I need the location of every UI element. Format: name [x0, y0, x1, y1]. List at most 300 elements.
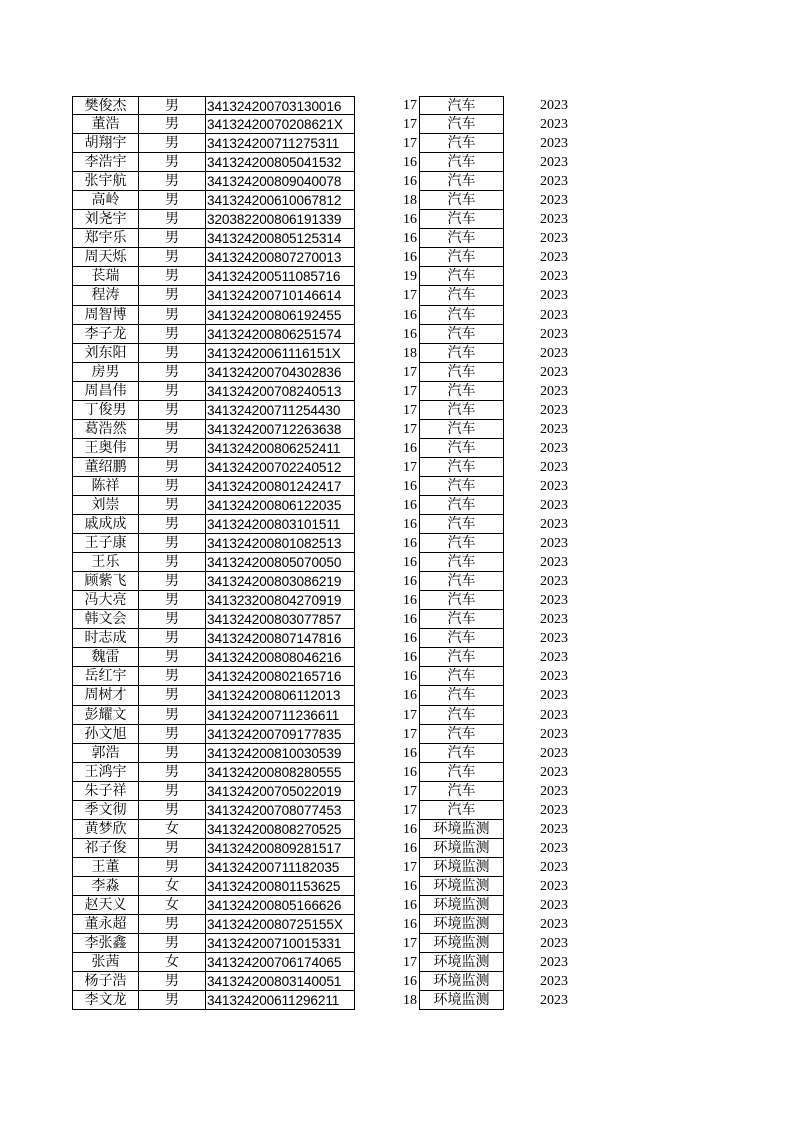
major-cell: 汽车: [419, 210, 504, 229]
age-cell: 16: [403, 974, 417, 990]
gender-cell: 男: [138, 382, 205, 401]
major-cell: 汽车: [419, 458, 504, 477]
id-number-cell: 341324200711236611: [205, 706, 355, 725]
major-cell: 汽车: [419, 629, 504, 648]
age-cell: 18: [403, 993, 417, 1009]
age-cell: 16: [403, 250, 417, 266]
table-row: [0, 248, 793, 267]
age-cell: 16: [403, 612, 417, 628]
age-cell: 16: [403, 917, 417, 933]
gender-cell: 男: [138, 744, 205, 763]
enrollment-year-cell: 2023: [540, 364, 568, 380]
major-cell: 汽车: [419, 382, 504, 401]
gender-cell: 女: [138, 820, 205, 839]
major-cell: 汽车: [419, 134, 504, 153]
student-name-cell: 韩文会: [72, 610, 138, 629]
id-number-cell: 341324200706174065: [205, 953, 355, 972]
enrollment-year-cell: 2023: [540, 117, 568, 133]
table-row: [0, 934, 793, 953]
table-row: [0, 172, 793, 191]
age-cell: 17: [403, 402, 417, 418]
student-name-cell: 房男: [72, 363, 138, 382]
gender-cell: 男: [138, 458, 205, 477]
student-name-cell: 冯大亮: [72, 591, 138, 610]
student-name-cell: 顾紫飞: [72, 572, 138, 591]
table-row: [0, 363, 793, 382]
gender-cell: 男: [138, 210, 205, 229]
major-cell: 汽车: [419, 725, 504, 744]
gender-cell: 女: [138, 896, 205, 915]
gender-cell: 男: [138, 782, 205, 801]
enrollment-year-cell: 2023: [540, 269, 568, 285]
id-number-cell: 341324200806122035: [205, 496, 355, 515]
age-cell: 17: [403, 726, 417, 742]
enrollment-year-cell: 2023: [540, 878, 568, 894]
student-name-cell: 丁俊男: [72, 401, 138, 420]
major-cell: 汽车: [419, 306, 504, 325]
table-row: [0, 591, 793, 610]
enrollment-year-cell: 2023: [540, 974, 568, 990]
major-cell: 汽车: [419, 401, 504, 420]
age-cell: 16: [403, 155, 417, 171]
major-cell: 环境监测: [419, 877, 504, 896]
major-cell: 汽车: [419, 477, 504, 496]
major-cell: 汽车: [419, 286, 504, 305]
enrollment-year-cell: 2023: [540, 574, 568, 590]
enrollment-year-cell: 2023: [540, 936, 568, 952]
age-cell: 18: [403, 345, 417, 361]
table-row: [0, 648, 793, 667]
student-name-cell: 黄梦欣: [72, 820, 138, 839]
enrollment-year-cell: 2023: [540, 288, 568, 304]
id-number-cell: 341324200803086219: [205, 572, 355, 591]
student-name-cell: 戚成成: [72, 515, 138, 534]
student-name-cell: 李淼: [72, 877, 138, 896]
age-cell: 17: [403, 383, 417, 399]
table-row: [0, 839, 793, 858]
table-row: [0, 782, 793, 801]
age-cell: 16: [403, 897, 417, 913]
major-cell: 环境监测: [419, 953, 504, 972]
table-row: [0, 629, 793, 648]
id-number-cell: 341324200808280555: [205, 763, 355, 782]
gender-cell: 男: [138, 572, 205, 591]
table-row: [0, 686, 793, 705]
gender-cell: 男: [138, 229, 205, 248]
table-row: [0, 991, 793, 1010]
major-cell: 环境监测: [419, 934, 504, 953]
id-number-cell: 341324200802165716: [205, 667, 355, 686]
id-number-cell: 341324200809040078: [205, 172, 355, 191]
gender-cell: 男: [138, 972, 205, 991]
id-number-cell: 341324200711254430: [205, 401, 355, 420]
student-name-cell: 朱子祥: [72, 782, 138, 801]
id-number-cell: 341324200808046216: [205, 648, 355, 667]
age-cell: 16: [403, 574, 417, 590]
table-row: [0, 96, 793, 115]
age-cell: 17: [403, 859, 417, 875]
student-name-cell: 杨子浩: [72, 972, 138, 991]
major-cell: 环境监测: [419, 972, 504, 991]
student-name-cell: 郭浩: [72, 744, 138, 763]
major-cell: 汽车: [419, 763, 504, 782]
enrollment-year-cell: 2023: [540, 955, 568, 971]
id-number-cell: 341324200810030539: [205, 744, 355, 763]
id-number-cell: 341324200805041532: [205, 153, 355, 172]
age-cell: 19: [403, 269, 417, 285]
gender-cell: 男: [138, 629, 205, 648]
major-cell: 汽车: [419, 115, 504, 134]
id-number-cell: 341324200805125314: [205, 229, 355, 248]
enrollment-year-cell: 2023: [540, 136, 568, 152]
age-cell: 16: [403, 326, 417, 342]
student-name-cell: 孙文旭: [72, 725, 138, 744]
major-cell: 环境监测: [419, 839, 504, 858]
student-name-cell: 陈祥: [72, 477, 138, 496]
major-cell: 汽车: [419, 191, 504, 210]
enrollment-year-cell: 2023: [540, 517, 568, 533]
major-cell: 汽车: [419, 229, 504, 248]
age-cell: 16: [403, 650, 417, 666]
enrollment-year-cell: 2023: [540, 98, 568, 113]
id-number-cell: 341324200702240512: [205, 458, 355, 477]
id-number-cell: 341324200704302836: [205, 363, 355, 382]
table-row: [0, 667, 793, 686]
id-number-cell: 341324200807147816: [205, 629, 355, 648]
table-row: [0, 553, 793, 572]
student-name-cell: 葛浩然: [72, 420, 138, 439]
major-cell: 汽车: [419, 534, 504, 553]
age-cell: 16: [403, 174, 417, 190]
enrollment-year-cell: 2023: [540, 669, 568, 685]
gender-cell: 男: [138, 439, 205, 458]
table-row: [0, 153, 793, 172]
id-number-cell: 341324200806192455: [205, 306, 355, 325]
table-row: [0, 134, 793, 153]
id-number-cell: 341324200712263638: [205, 420, 355, 439]
student-name-cell: 季文彻: [72, 801, 138, 820]
age-cell: 17: [403, 936, 417, 952]
student-name-cell: 祁子俊: [72, 839, 138, 858]
enrollment-year-cell: 2023: [540, 764, 568, 780]
major-cell: 汽车: [419, 801, 504, 820]
enrollment-year-cell: 2023: [540, 707, 568, 723]
age-cell: 17: [403, 802, 417, 818]
gender-cell: 男: [138, 706, 205, 725]
gender-cell: 男: [138, 801, 205, 820]
student-name-cell: 王奥伟: [72, 439, 138, 458]
major-cell: 汽车: [419, 267, 504, 286]
major-cell: 汽车: [419, 686, 504, 705]
major-cell: 汽车: [419, 667, 504, 686]
table-row: [0, 477, 793, 496]
student-name-cell: 苌瑞: [72, 267, 138, 286]
student-name-cell: 王鸿宇: [72, 763, 138, 782]
gender-cell: 男: [138, 191, 205, 210]
student-name-cell: 李文龙: [72, 991, 138, 1010]
age-cell: 17: [403, 783, 417, 799]
table-row: [0, 801, 793, 820]
enrollment-year-cell: 2023: [540, 745, 568, 761]
age-cell: 17: [403, 98, 417, 113]
age-cell: 16: [403, 821, 417, 837]
enrollment-year-cell: 2023: [540, 536, 568, 552]
enrollment-year-cell: 2023: [540, 840, 568, 856]
id-number-cell: 341324200708240513: [205, 382, 355, 401]
id-number-cell: 341324200806112013: [205, 686, 355, 705]
enrollment-year-cell: 2023: [540, 155, 568, 171]
major-cell: 汽车: [419, 591, 504, 610]
enrollment-year-cell: 2023: [540, 917, 568, 933]
student-name-cell: 张茜: [72, 953, 138, 972]
major-cell: 汽车: [419, 96, 504, 115]
gender-cell: 男: [138, 420, 205, 439]
gender-cell: 男: [138, 248, 205, 267]
student-name-cell: 胡翔宇: [72, 134, 138, 153]
gender-cell: 男: [138, 153, 205, 172]
student-name-cell: 周智博: [72, 306, 138, 325]
student-name-cell: 李浩宇: [72, 153, 138, 172]
enrollment-year-cell: 2023: [540, 859, 568, 875]
age-cell: 17: [403, 136, 417, 152]
id-number-cell: 341324200705022019: [205, 782, 355, 801]
enrollment-year-cell: 2023: [540, 821, 568, 837]
major-cell: 汽车: [419, 344, 504, 363]
enrollment-year-cell: 2023: [540, 440, 568, 456]
student-name-cell: 刘尧宇: [72, 210, 138, 229]
student-name-cell: 程涛: [72, 286, 138, 305]
table-row: [0, 420, 793, 439]
student-name-cell: 李张鑫: [72, 934, 138, 953]
age-cell: 16: [403, 840, 417, 856]
major-cell: 环境监测: [419, 991, 504, 1010]
table-row: [0, 820, 793, 839]
gender-cell: 女: [138, 877, 205, 896]
enrollment-year-cell: 2023: [540, 231, 568, 247]
age-cell: 17: [403, 459, 417, 475]
table-row: [0, 286, 793, 305]
enrollment-year-cell: 2023: [540, 726, 568, 742]
student-name-cell: 刘崇: [72, 496, 138, 515]
id-number-cell: 34132420080725155X: [205, 915, 355, 934]
id-number-cell: 341324200610067812: [205, 191, 355, 210]
gender-cell: 男: [138, 534, 205, 553]
student-name-cell: 王董: [72, 858, 138, 877]
id-number-cell: 341324200711275311: [205, 134, 355, 153]
enrollment-year-cell: 2023: [540, 193, 568, 209]
id-number-cell: 341324200710146614: [205, 286, 355, 305]
student-name-cell: 赵天义: [72, 896, 138, 915]
age-cell: 16: [403, 536, 417, 552]
age-cell: 17: [403, 288, 417, 304]
student-name-cell: 樊俊杰: [72, 96, 138, 115]
major-cell: 汽车: [419, 363, 504, 382]
age-cell: 16: [403, 231, 417, 247]
age-cell: 17: [403, 364, 417, 380]
table-row: [0, 306, 793, 325]
major-cell: 汽车: [419, 248, 504, 267]
id-number-cell: 341324200803140051: [205, 972, 355, 991]
id-number-cell: 341324200511085716: [205, 267, 355, 286]
major-cell: 汽车: [419, 325, 504, 344]
table-row: [0, 439, 793, 458]
age-cell: 17: [403, 955, 417, 971]
table-row: [0, 744, 793, 763]
gender-cell: 男: [138, 553, 205, 572]
table-row: [0, 896, 793, 915]
age-cell: 16: [403, 745, 417, 761]
enrollment-year-cell: 2023: [540, 688, 568, 704]
major-cell: 汽车: [419, 515, 504, 534]
enrollment-year-cell: 2023: [540, 212, 568, 228]
age-cell: 16: [403, 478, 417, 494]
id-number-cell: 341324200801242417: [205, 477, 355, 496]
table-row: [0, 267, 793, 286]
major-cell: 汽车: [419, 744, 504, 763]
id-number-cell: 341324200710015331: [205, 934, 355, 953]
student-name-cell: 董浩: [72, 115, 138, 134]
enrollment-year-cell: 2023: [540, 612, 568, 628]
age-cell: 16: [403, 555, 417, 571]
id-number-cell: 341324200801082513: [205, 534, 355, 553]
table-row: [0, 210, 793, 229]
gender-cell: 男: [138, 115, 205, 134]
table-row: [0, 572, 793, 591]
gender-cell: 女: [138, 953, 205, 972]
enrollment-year-cell: 2023: [540, 897, 568, 913]
table-row: [0, 344, 793, 363]
table-row: [0, 382, 793, 401]
table-row: [0, 325, 793, 344]
gender-cell: 男: [138, 267, 205, 286]
gender-cell: 男: [138, 839, 205, 858]
age-cell: 16: [403, 593, 417, 609]
gender-cell: 男: [138, 401, 205, 420]
gender-cell: 男: [138, 172, 205, 191]
student-name-cell: 董绍鹏: [72, 458, 138, 477]
id-number-cell: 341324200803077857: [205, 610, 355, 629]
major-cell: 汽车: [419, 648, 504, 667]
major-cell: 汽车: [419, 572, 504, 591]
gender-cell: 男: [138, 725, 205, 744]
age-cell: 16: [403, 878, 417, 894]
enrollment-year-cell: 2023: [540, 650, 568, 666]
age-cell: 16: [403, 440, 417, 456]
major-cell: 汽车: [419, 172, 504, 191]
enrollment-year-cell: 2023: [540, 326, 568, 342]
table-row: [0, 534, 793, 553]
gender-cell: 男: [138, 991, 205, 1010]
table-row: [0, 706, 793, 725]
enrollment-year-cell: 2023: [540, 478, 568, 494]
table-row: [0, 458, 793, 477]
enrollment-year-cell: 2023: [540, 802, 568, 818]
enrollment-year-cell: 2023: [540, 459, 568, 475]
age-cell: 16: [403, 688, 417, 704]
id-number-cell: 341324200806251574: [205, 325, 355, 344]
gender-cell: 男: [138, 363, 205, 382]
age-cell: 16: [403, 517, 417, 533]
student-name-cell: 李子龙: [72, 325, 138, 344]
student-name-cell: 时志成: [72, 629, 138, 648]
table-row: [0, 915, 793, 934]
gender-cell: 男: [138, 858, 205, 877]
table-row: [0, 763, 793, 782]
student-name-cell: 彭耀文: [72, 706, 138, 725]
table-row: [0, 229, 793, 248]
student-name-cell: 郑宇乐: [72, 229, 138, 248]
id-number-cell: 341324200711182035: [205, 858, 355, 877]
table-row: [0, 515, 793, 534]
major-cell: 汽车: [419, 553, 504, 572]
enrollment-year-cell: 2023: [540, 993, 568, 1009]
student-name-cell: 刘东阳: [72, 344, 138, 363]
major-cell: 环境监测: [419, 820, 504, 839]
gender-cell: 男: [138, 134, 205, 153]
gender-cell: 男: [138, 686, 205, 705]
student-name-cell: 高岭: [72, 191, 138, 210]
id-number-cell: 341324200807270013: [205, 248, 355, 267]
enrollment-year-cell: 2023: [540, 555, 568, 571]
age-cell: 16: [403, 631, 417, 647]
age-cell: 16: [403, 307, 417, 323]
gender-cell: 男: [138, 763, 205, 782]
gender-cell: 男: [138, 477, 205, 496]
major-cell: 汽车: [419, 439, 504, 458]
age-cell: 18: [403, 193, 417, 209]
enrollment-year-cell: 2023: [540, 421, 568, 437]
age-cell: 16: [403, 669, 417, 685]
student-name-cell: 周昌伟: [72, 382, 138, 401]
enrollment-year-cell: 2023: [540, 383, 568, 399]
gender-cell: 男: [138, 934, 205, 953]
enrollment-year-cell: 2023: [540, 631, 568, 647]
id-number-cell: 341324200808270525: [205, 820, 355, 839]
major-cell: 汽车: [419, 610, 504, 629]
gender-cell: 男: [138, 515, 205, 534]
gender-cell: 男: [138, 667, 205, 686]
id-number-cell: 341324200803101511: [205, 515, 355, 534]
table-row: [0, 725, 793, 744]
gender-cell: 男: [138, 344, 205, 363]
id-number-cell: 341324200611296211: [205, 991, 355, 1010]
enrollment-year-cell: 2023: [540, 402, 568, 418]
student-name-cell: 魏雷: [72, 648, 138, 667]
id-number-cell: 34132420070208621X: [205, 115, 355, 134]
student-name-cell: 周天烁: [72, 248, 138, 267]
id-number-cell: 320382200806191339: [205, 210, 355, 229]
id-number-cell: 341324200809281517: [205, 839, 355, 858]
age-cell: 17: [403, 117, 417, 133]
table-row: [0, 115, 793, 134]
gender-cell: 男: [138, 496, 205, 515]
id-number-cell: 341324200708077453: [205, 801, 355, 820]
student-name-cell: 董永超: [72, 915, 138, 934]
student-name-cell: 周树才: [72, 686, 138, 705]
age-cell: 17: [403, 707, 417, 723]
major-cell: 汽车: [419, 706, 504, 725]
gender-cell: 男: [138, 286, 205, 305]
gender-cell: 男: [138, 325, 205, 344]
major-cell: 汽车: [419, 420, 504, 439]
table-row: [0, 191, 793, 210]
age-cell: 16: [403, 764, 417, 780]
gender-cell: 男: [138, 915, 205, 934]
id-number-cell: 341324200801153625: [205, 877, 355, 896]
enrollment-year-cell: 2023: [540, 497, 568, 513]
enrollment-year-cell: 2023: [540, 593, 568, 609]
id-number-cell: 341324200805070050: [205, 553, 355, 572]
